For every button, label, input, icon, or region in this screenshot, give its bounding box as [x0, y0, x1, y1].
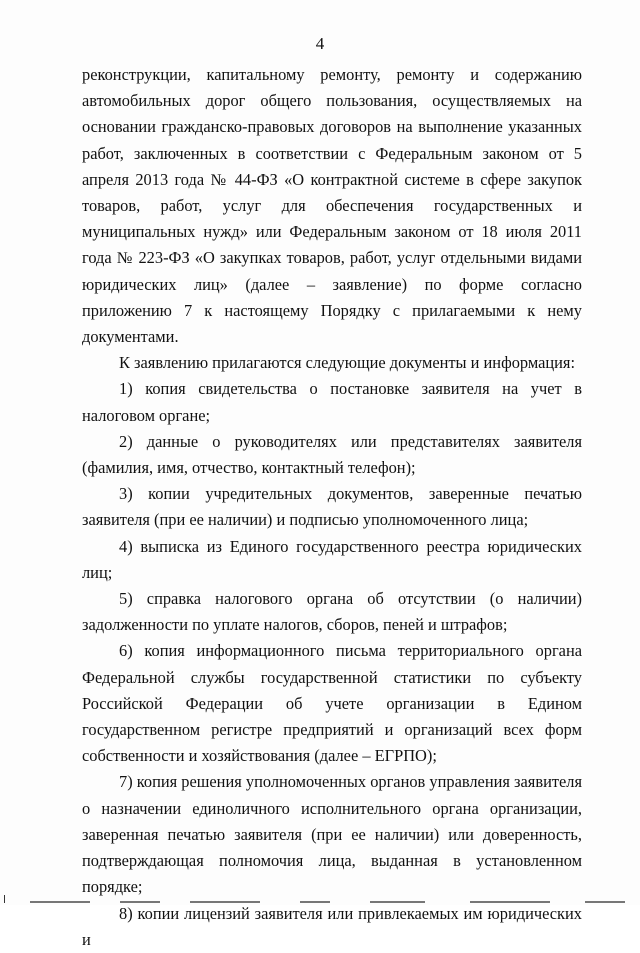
- list-item-4: 4) выписка из Единого государственного реестра юридических лиц;: [82, 536, 582, 582]
- list-item-6: 6) копия информационного письма территориального органа Федеральной службы государственной статистики по субъекту Российской Федерации об учете организации в Едином государственном регистре предприятий и организаций всех форм собственности и хозяйствования (далее – ЕГРПО);: [82, 641, 582, 766]
- document-body: [82, 62, 582, 953]
- list-item-2: 2) данные о руководителях или представителях заявителя (фамилия, имя, отчество, контактный телефон);: [82, 431, 582, 478]
- paragraph-continuation: реконструкции, капитальному ремонту, ремонту и содержанию автомобильных дорог общего пользования, осуществляемых на основании гражданско-правовых договоров на выполнение указанных работ, заключенных в соответствии с Федеральным законом от 5 апреля 2013 года № 44-ФЗ «О контрактной системе в сфере закупок товаров, работ, услуг для обеспечения государственных и муниципальных нужд» или Федеральным законом от 18 июля 2011 года № 223-ФЗ «О закупках товаров, работ, услуг отдельными видами юридических лиц» (далее – заявление) по форме согласно приложению 7 к настоящему Порядку с прилагаемыми к нему документами.: [82, 65, 582, 347]
- paragraph-attachments-intro: К заявлению прилагаются следующие документы и информация:: [119, 353, 576, 373]
- list-item-3: 3) копии учредительных документов, заверенные печатью заявителя (при ее наличии) и подписью уполномоченного лица;: [82, 484, 582, 530]
- page-number: 4: [315, 34, 325, 53]
- scan-edge-artifact: [0, 895, 640, 905]
- list-item-5: 5) справка налогового органа об отсутствии (о наличии) задолженности по уплате налогов, сборов, пеней и штрафов;: [82, 589, 582, 635]
- list-item-8: 8) копии лицензий заявителя или привлекаемых им юридических и: [82, 903, 582, 949]
- list-item-7: 7) копия решения уполномоченных органов управления заявителя о назначении единоличного исполнительного органа организации, заверенная печатью заявителя (при ее наличии) или доверенность, подтверждающая полномочия лица, выданная в установленном порядке;: [82, 772, 582, 897]
- list-item-1: 1) копия свидетельства о постановке заявителя на учет в налоговом органе;: [82, 379, 582, 425]
